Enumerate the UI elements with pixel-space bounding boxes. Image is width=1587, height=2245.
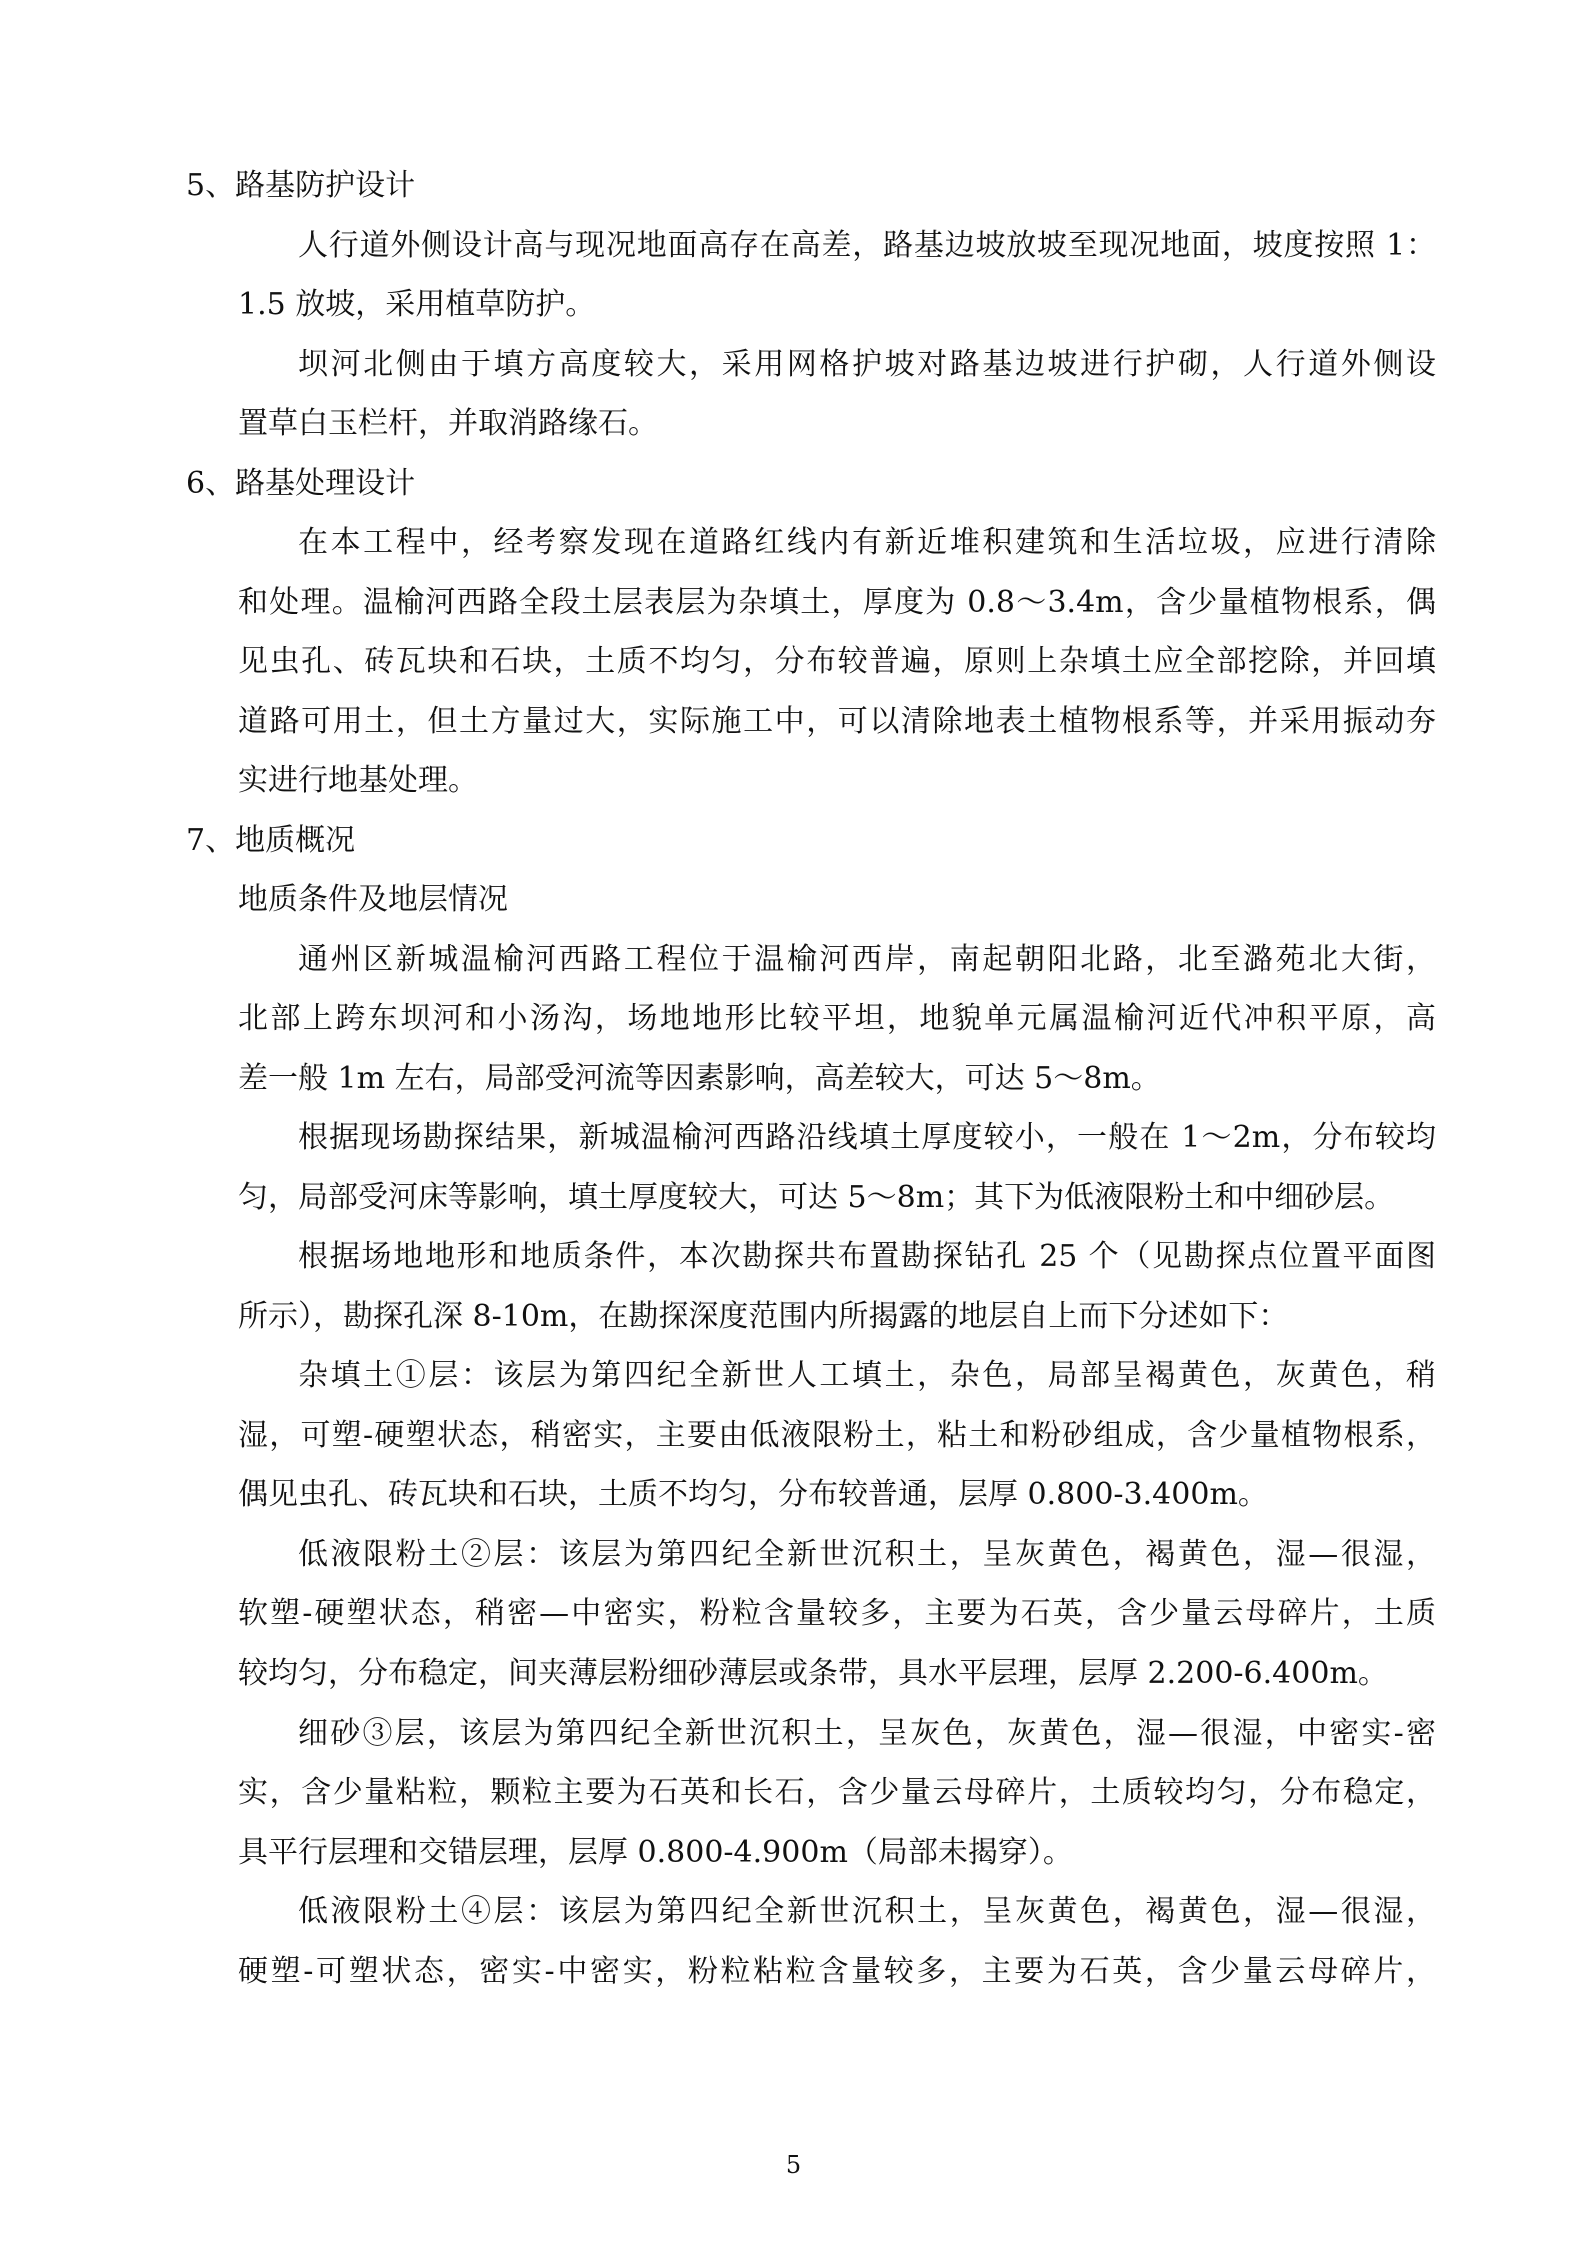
paragraph-line: 北部上跨东坝河和小汤沟，场地地形比较平坦，地貌单元属温榆河近代冲积平原，高 xyxy=(238,1001,1436,1036)
paragraph-line: 软塑-硬塑状态，稍密—中密实，粉粒含量较多，主要为石英，含少量云母碎片，土质 xyxy=(238,1596,1436,1631)
paragraph-line: 杂填土①层：该层为第四纪全新世人工填土，杂色，局部呈褐黄色，灰黄色，稍 xyxy=(298,1358,1436,1393)
paragraph-line: 通州区新城温榆河西路工程位于温榆河西岸，南起朝阳北路，北至潞苑北大街， xyxy=(298,942,1436,977)
paragraph-line: 坝河北侧由于填方高度较大，采用网格护坡对路基边坡进行护砌，人行道外侧设 xyxy=(298,347,1436,382)
paragraph-line: 硬塑-可塑状态，密实-中密实，粉粒粘粒含量较多，主要为石英，含少量云母碎片， xyxy=(238,1954,1436,1989)
paragraph-line: 见虫孔、砖瓦块和石块，土质不均匀，分布较普遍，原则上杂填土应全部挖除，并回填 xyxy=(238,644,1436,679)
section-heading-5: 5、路基防护设计 xyxy=(186,168,416,203)
paragraph-line: 根据场地地形和地质条件，本次勘探共布置勘探钻孔 25 个（见勘探点位置平面图 xyxy=(298,1239,1436,1274)
paragraph-line: 置草白玉栏杆，并取消路缘石。 xyxy=(238,406,658,441)
paragraph-line: 根据现场勘探结果，新城温榆河西路沿线填土厚度较小，一般在 1～2m，分布较均 xyxy=(298,1120,1436,1155)
paragraph-line: 低液限粉土④层：该层为第四纪全新世沉积土，呈灰黄色，褐黄色，湿—很湿， xyxy=(298,1894,1436,1929)
paragraph-line: 匀，局部受河床等影响，填土厚度较大，可达 5～8m；其下为低液限粉土和中细砂层。 xyxy=(238,1180,1395,1215)
section-heading-7: 7、地质概况 xyxy=(186,823,356,858)
paragraph-line: 道路可用土，但土方量过大，实际施工中，可以清除地表土植物根系等，并采用振动夯 xyxy=(238,704,1436,739)
paragraph-line: 细砂③层，该层为第四纪全新世沉积土，呈灰色，灰黄色，湿—很湿，中密实-密 xyxy=(298,1716,1436,1751)
paragraph-line: 实，含少量粘粒，颗粒主要为石英和长石，含少量云母碎片，土质较均匀，分布稳定， xyxy=(238,1775,1436,1810)
paragraph-line: 湿，可塑-硬塑状态，稍密实，主要由低液限粉土，粘土和粉砂组成，含少量植物根系， xyxy=(238,1418,1436,1453)
paragraph-line: 具平行层理和交错层理，层厚 0.800-4.900m（局部未揭穿）。 xyxy=(238,1835,1073,1870)
paragraph-line: 1.5 放坡，采用植草防护。 xyxy=(238,287,596,322)
paragraph-line: 人行道外侧设计高与现况地面高存在高差，路基边坡放坡至现况地面，坡度按照 1： xyxy=(298,228,1436,263)
paragraph-line: 差一般 1m 左右，局部受河流等因素影响，高差较大，可达 5～8m。 xyxy=(238,1061,1161,1096)
paragraph-line: 低液限粉土②层：该层为第四纪全新世沉积土，呈灰黄色，褐黄色，湿—很湿， xyxy=(298,1537,1436,1572)
paragraph-line: 实进行地基处理。 xyxy=(238,763,478,798)
paragraph-line: 在本工程中，经考察发现在道路红线内有新近堆积建筑和生活垃圾，应进行清除 xyxy=(298,525,1436,560)
paragraph-line: 偶见虫孔、砖瓦块和石块，土质不均匀，分布较普通，层厚 0.800-3.400m。 xyxy=(238,1477,1268,1512)
paragraph-line: 和处理。温榆河西路全段土层表层为杂填土，厚度为 0.8～3.4m，含少量植物根系，偶 xyxy=(238,585,1436,620)
subheading: 地质条件及地层情况 xyxy=(238,882,508,917)
page-number: 5 xyxy=(785,2151,802,2179)
paragraph-line: 较均匀，分布稳定，间夹薄层粉细砂薄层或条带，具水平层理，层厚 2.200-6.400m。 xyxy=(238,1656,1388,1691)
section-heading-6: 6、路基处理设计 xyxy=(186,466,416,501)
paragraph-line: 所示），勘探孔深 8-10m，在勘探深度范围内所揭露的地层自上而下分述如下： xyxy=(238,1299,1289,1334)
